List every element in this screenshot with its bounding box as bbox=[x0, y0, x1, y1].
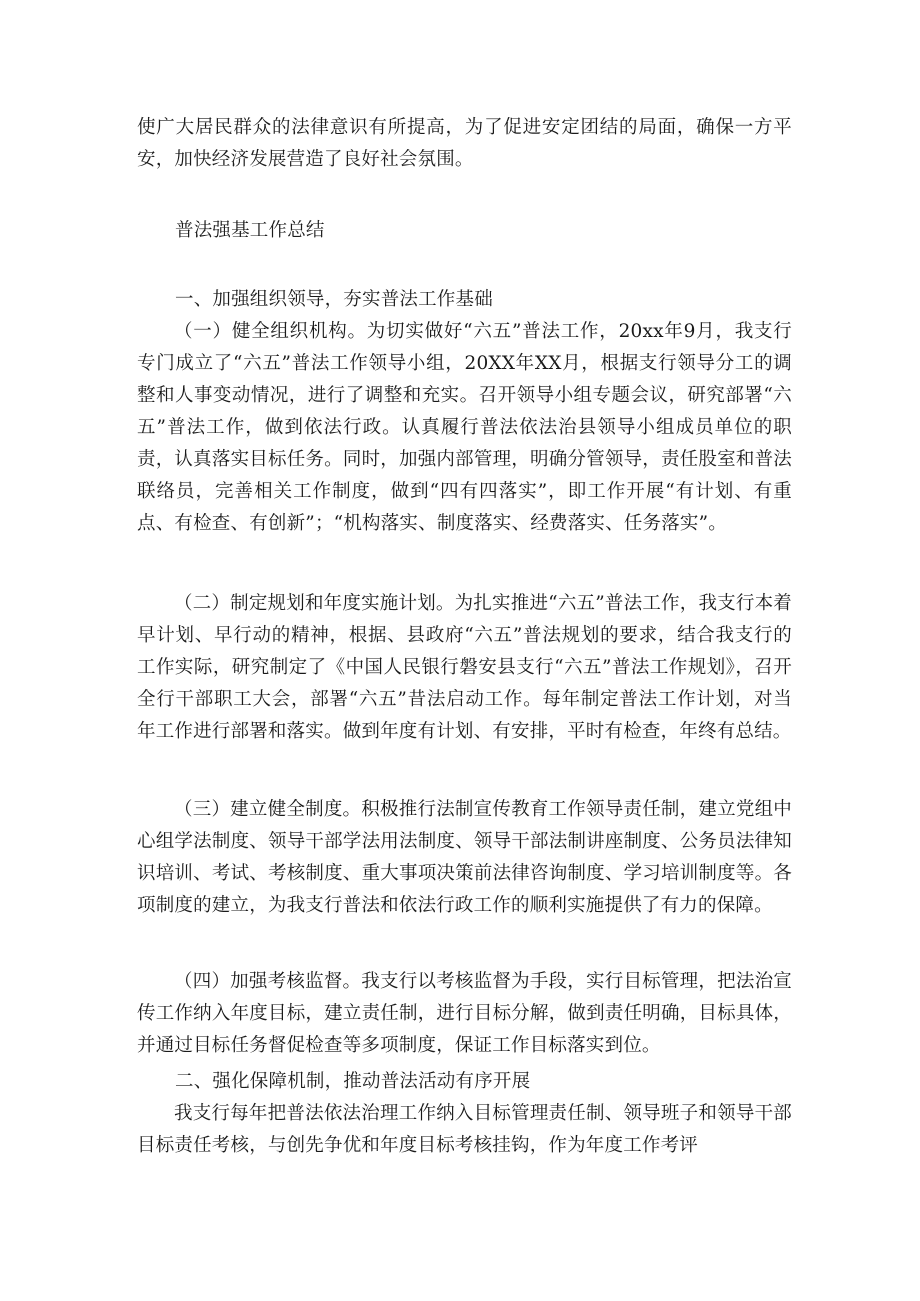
paragraph-planning: （二）制定规划和年度实施计划。为扎实推进“六五”普法工作，我支行本着早计划、早行动的精神，根据、县政府“六五”普法规划的要求，结合我支行的工作实际，研究制定了《中国人民银行磐安县支行“六五”普法工作规划》，召开全行干部职工大会，部署“六五”昔法启动工作。每年制定普法工作计划，对当年工作进行部署和落实。做到年度有计划、有安排，平时有检查，年终有总结。 bbox=[137, 593, 792, 742]
paragraph-guarantee: 我支行每年把普法依法治理工作纳入目标管理责任制、领导班子和领导干部目标责任考核，与创先争优和年度目标考核挂钩，作为年度工作考评 bbox=[137, 1103, 792, 1156]
document-title: 普法强基工作总结 bbox=[175, 220, 325, 241]
paragraph-supervision: （四）加强考核监督。我支行以考核监督为手段，实行目标管理，把法治宣传工作纳入年度目标，建立责任制，进行目标分解，做到责任明确，目标具体，并通过目标任务督促检查等多项制度，保证工作目标落实到位。 bbox=[137, 971, 792, 1056]
section-1-heading: 一、加强组织领导，夯实普法工作基础 bbox=[175, 289, 493, 310]
paragraph-organization: （一）健全组织机构。为切实做好“六五”普法工作，20xx年9月，我支行专门成立了“六五”普法工作领导小组，20XX年XX月，根据支行领导分工的调整和人事变动情况，进行了调整和充实。召开领导小组专题会议，研究部署“六五”普法工作，做到依法行政。认真履行普法依法治县领导小组成员单位的职责，认真落实目标任务。同时，加强内部管理，明确分管领导，责任股室和普法联络员，完善相关工作制度，做到“四有四落实”，即工作开展“有计划、有重点、有检查、有创新”；“机构落实、制度落实、经费落实、任务落实”。 bbox=[137, 321, 792, 534]
section-2-heading: 二、强化保障机制，推动普法活动有序开展 bbox=[175, 1071, 531, 1092]
paragraph-system: （三）建立健全制度。积极推行法制宣传教育工作领导责任制，建立党组中心组学法制度、领导干部学法用法制度、领导干部法制讲座制度、公务员法律知识培训、考试、考核制度、重大事项决策前法律咨询制度、学习培训制度等。各项制度的建立，为我支行普法和依法行政工作的顺利实施提供了有力的保障。 bbox=[137, 799, 792, 916]
intro-paragraph-tail: 使广大居民群众的法律意识有所提高，为了促进安定团结的局面，确保一方平安，加快经济发展营造了良好社会氛围。 bbox=[137, 117, 792, 170]
